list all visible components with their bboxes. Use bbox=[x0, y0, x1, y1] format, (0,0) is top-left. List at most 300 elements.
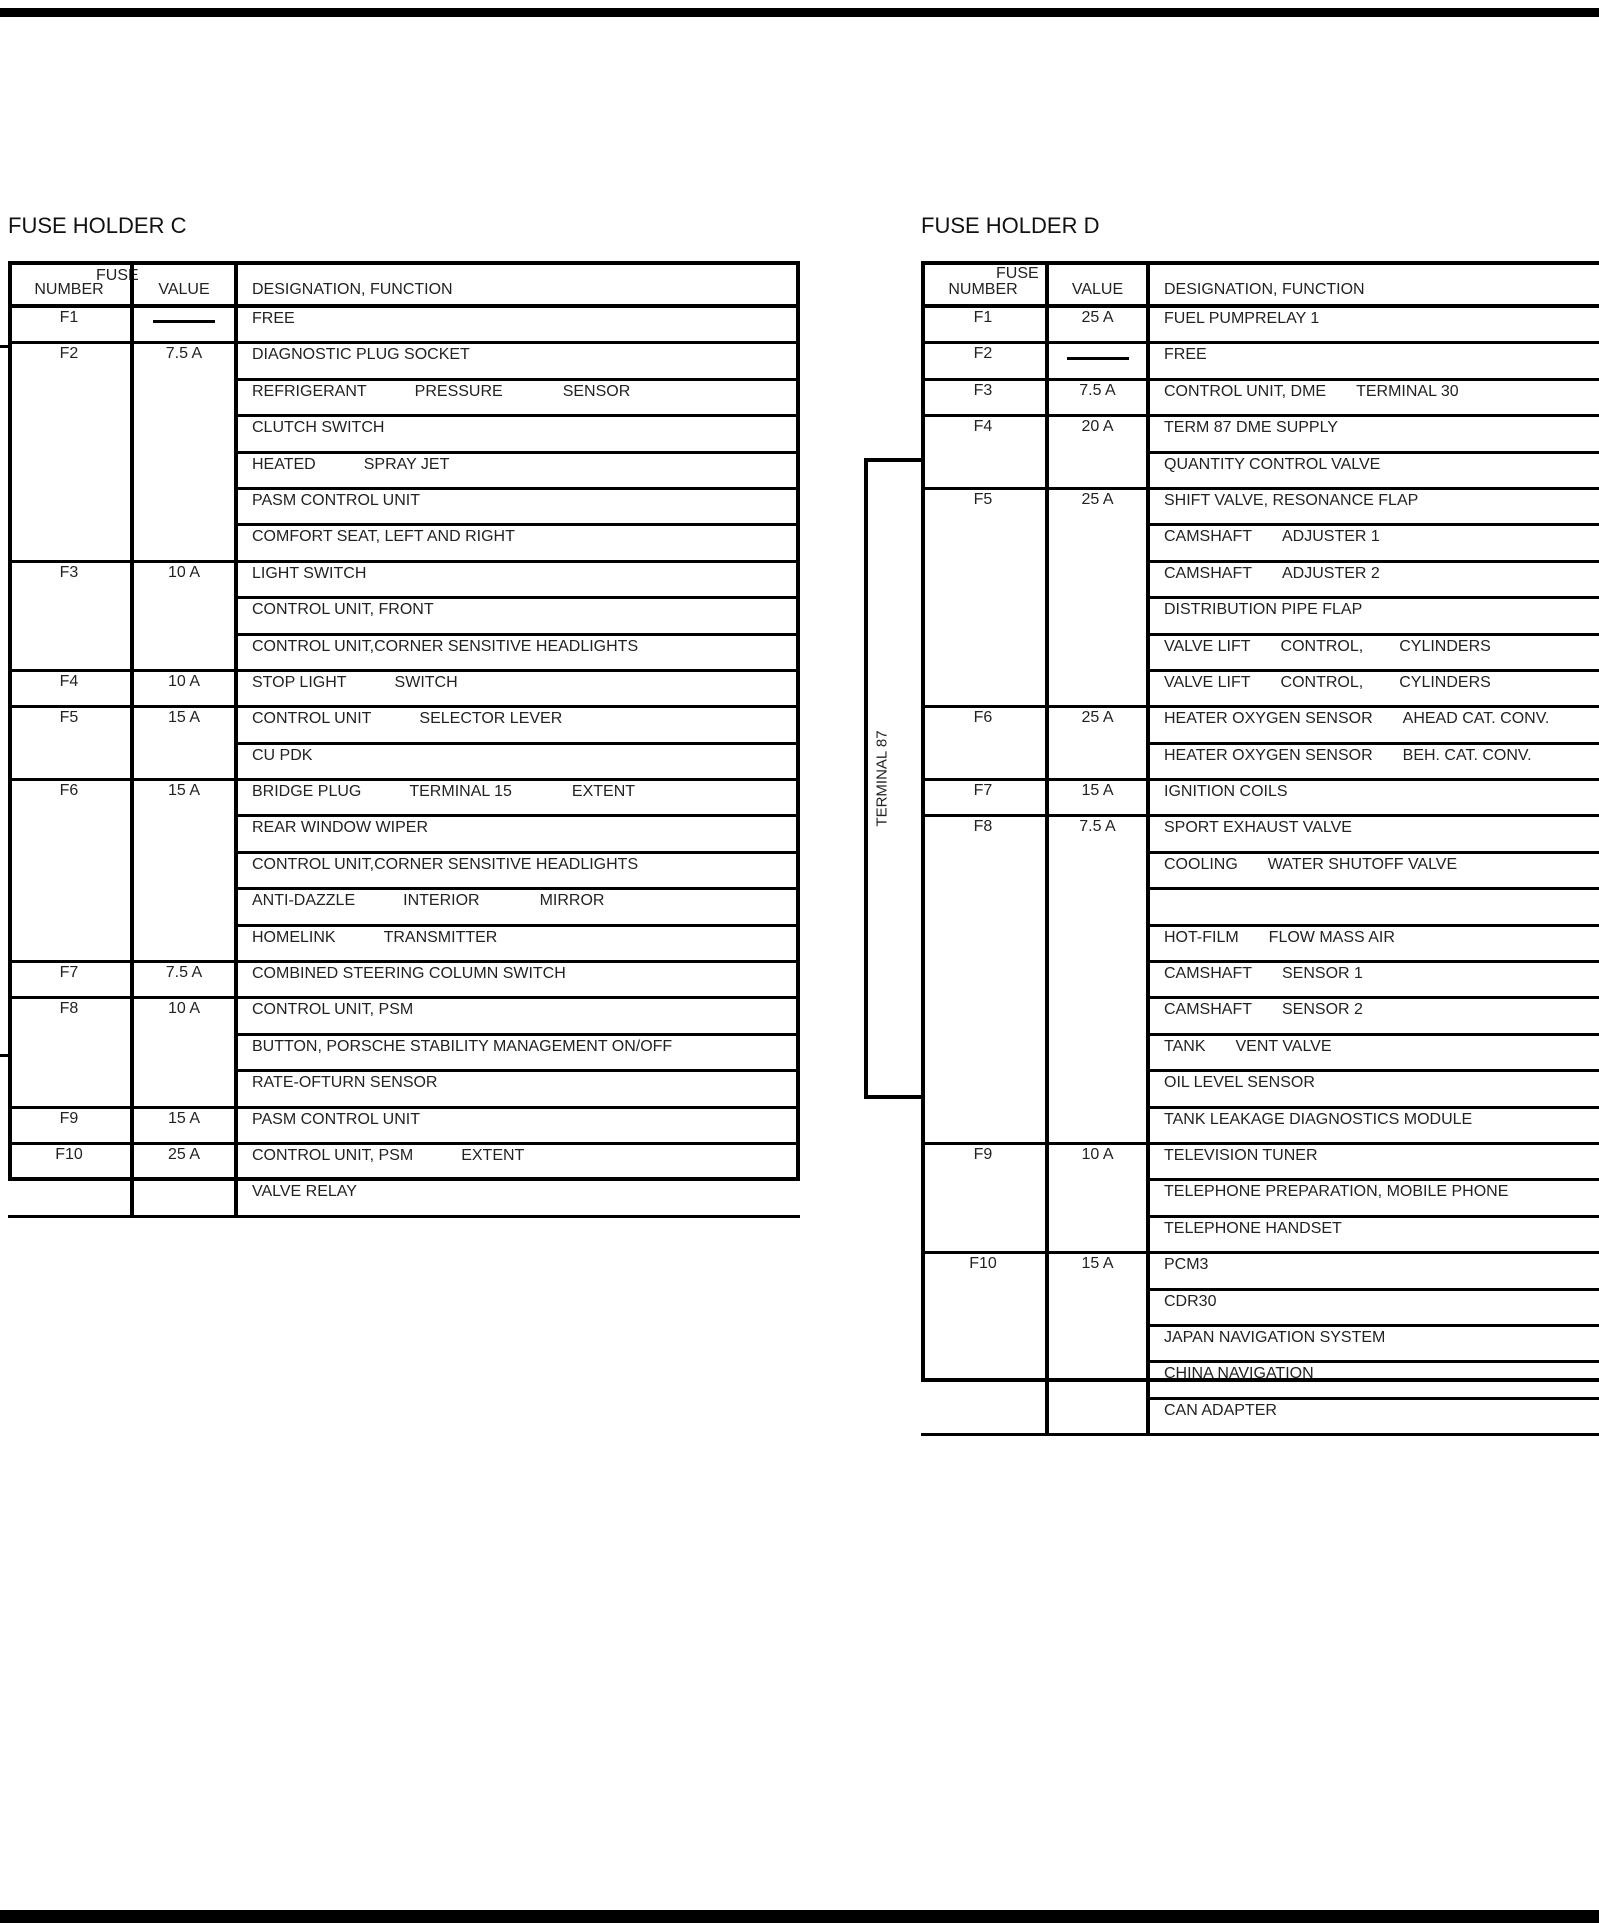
fuse-designation bbox=[236, 670, 800, 706]
fuse-number bbox=[921, 1107, 1047, 1143]
designation-segment: SENSOR 1 bbox=[1282, 965, 1363, 983]
fuse-designation bbox=[1148, 306, 1599, 343]
fuse-row bbox=[8, 1107, 800, 1143]
designation-segment: BEH. CAT. CONV. bbox=[1402, 746, 1532, 764]
fuse-number bbox=[921, 598, 1047, 634]
fuse-number bbox=[921, 670, 1047, 706]
fuse-designation bbox=[1148, 1362, 1599, 1398]
fuse-number: F6 bbox=[8, 780, 132, 816]
fuse-value bbox=[132, 816, 236, 852]
fuse-designation bbox=[1148, 925, 1599, 961]
designation-segment: STOP LIGHT bbox=[252, 673, 347, 691]
designation-segment: DIAGNOSTIC PLUG SOCKET bbox=[252, 346, 470, 364]
designation-segment: TELEVISION TUNER bbox=[1164, 1146, 1318, 1164]
fuse-number bbox=[921, 852, 1047, 888]
fuse-designation bbox=[1148, 816, 1599, 852]
designation-segment: BRIDGE PLUG bbox=[252, 783, 362, 801]
fuse-row bbox=[8, 962, 800, 998]
fuse-designation bbox=[236, 1071, 800, 1107]
fuse-number: F7 bbox=[8, 962, 132, 998]
fuse-number bbox=[921, 1071, 1047, 1107]
fuse-designation bbox=[1148, 1325, 1599, 1361]
designation-segment: TELEPHONE PREPARATION, MOBILE PHONE bbox=[1164, 1183, 1509, 1201]
fuse-value bbox=[132, 525, 236, 561]
fuse-number: F2 bbox=[921, 343, 1047, 379]
fuse-designation bbox=[236, 561, 800, 597]
fuse-designation bbox=[1148, 1107, 1599, 1143]
fuse-value bbox=[1047, 1398, 1148, 1434]
fuse-designation bbox=[236, 852, 800, 888]
fuse-row bbox=[8, 780, 800, 816]
fuse-row bbox=[921, 416, 1599, 452]
fuse-number: F9 bbox=[8, 1107, 132, 1143]
designation-segment: SPORT EXHAUST VALVE bbox=[1164, 819, 1352, 837]
designation-segment: SWITCH bbox=[394, 673, 458, 691]
fuse-designation bbox=[1148, 780, 1599, 816]
fuse-number bbox=[921, 743, 1047, 779]
fuse-value: 15 A bbox=[132, 780, 236, 816]
fuse-value: 25 A bbox=[1047, 306, 1148, 343]
designation-segment: CONTROL UNIT bbox=[252, 710, 372, 728]
fuse-row bbox=[921, 670, 1599, 706]
fuse-row bbox=[8, 743, 800, 779]
fuse-number bbox=[921, 1398, 1047, 1434]
fuse-value bbox=[1047, 1362, 1148, 1398]
fuse-value bbox=[1047, 452, 1148, 488]
designation-segment: FLOW MASS AIR bbox=[1268, 928, 1395, 946]
fuse-row bbox=[921, 1289, 1599, 1325]
fuse-number: F4 bbox=[8, 670, 132, 706]
fuse-number bbox=[8, 452, 132, 488]
designation-segment: FUEL PUMPRELAY 1 bbox=[1164, 310, 1320, 327]
fuse-value: 25 A bbox=[1047, 707, 1148, 743]
fuse-row bbox=[921, 998, 1599, 1034]
fuse-row bbox=[8, 452, 800, 488]
fuse-value: 7.5 A bbox=[132, 962, 236, 998]
designation-segment: DISTRIBUTION PIPE FLAP bbox=[1164, 601, 1363, 619]
fuse-row bbox=[921, 525, 1599, 561]
fuse-value bbox=[1047, 1289, 1148, 1325]
fuse-value: 7.5 A bbox=[1047, 816, 1148, 852]
fuse-number: F9 bbox=[921, 1143, 1047, 1179]
designation-segment: FREE bbox=[252, 310, 295, 327]
designation-segment: ANTI-DAZZLE bbox=[252, 892, 356, 910]
designation-segment: CAMSHAFT bbox=[1164, 564, 1252, 582]
fuse-value: 15 A bbox=[1047, 1253, 1148, 1289]
holder-c-left-stub-top bbox=[0, 345, 8, 348]
fuse-designation bbox=[1148, 1216, 1599, 1252]
fuse-number bbox=[8, 743, 132, 779]
designation-segment: ADJUSTER 1 bbox=[1282, 528, 1380, 546]
fuse-value: 7.5 A bbox=[1047, 379, 1148, 415]
fuse-designation bbox=[1148, 1071, 1599, 1107]
fuse-designation bbox=[1148, 670, 1599, 706]
fuse-row bbox=[8, 379, 800, 415]
fuse-designation bbox=[1148, 707, 1599, 743]
fuse-value bbox=[1047, 925, 1148, 961]
fuse-row bbox=[921, 852, 1599, 888]
fuse-number bbox=[8, 852, 132, 888]
fuse-designation bbox=[1148, 343, 1599, 379]
designation-segment: PASM CONTROL UNIT bbox=[252, 491, 421, 509]
holder-d-table bbox=[921, 261, 1599, 1436]
fuse-row bbox=[921, 1071, 1599, 1107]
fuse-row bbox=[8, 670, 800, 706]
fuse-designation bbox=[236, 925, 800, 961]
fuse-number: F5 bbox=[8, 707, 132, 743]
fuse-number bbox=[8, 379, 132, 415]
fuse-designation bbox=[1148, 598, 1599, 634]
fuse-designation bbox=[1148, 743, 1599, 779]
fuse-designation bbox=[1148, 452, 1599, 488]
designation-segment: CONTROL UNIT,CORNER SENSITIVE HEADLIGHTS bbox=[252, 855, 639, 873]
fuse-value: 10 A bbox=[132, 670, 236, 706]
fuse-value bbox=[132, 889, 236, 925]
fuse-number: F2 bbox=[8, 343, 132, 379]
fuse-row bbox=[921, 1107, 1599, 1143]
designation-segment: TRANSMITTER bbox=[383, 928, 498, 946]
fuse-value bbox=[1047, 1325, 1148, 1361]
terminal-87-label: TERMINAL 87 bbox=[873, 730, 891, 827]
fuse-designation bbox=[236, 416, 800, 452]
fuse-value-free-dash bbox=[132, 306, 236, 343]
fuse-designation bbox=[1148, 1289, 1599, 1325]
designation-segment: FREE bbox=[1164, 346, 1207, 364]
designation-segment: HEATED bbox=[252, 455, 316, 473]
fuse-number: F3 bbox=[8, 561, 132, 597]
fuse-value: 25 A bbox=[1047, 488, 1148, 524]
designation-segment: LIGHT SWITCH bbox=[252, 564, 367, 582]
designation-segment: CONTROL UNIT,CORNER SENSITIVE HEADLIGHTS bbox=[252, 637, 639, 655]
fuse-designation bbox=[236, 707, 800, 743]
fuse-number: F10 bbox=[921, 1253, 1047, 1289]
fuse-row bbox=[921, 743, 1599, 779]
fuse-number bbox=[921, 1216, 1047, 1252]
holder-d-fuse-caption: FUSE bbox=[996, 265, 1039, 282]
fuse-value: 10 A bbox=[1047, 1143, 1148, 1179]
fuse-designation bbox=[236, 488, 800, 524]
fuse-row bbox=[921, 343, 1599, 379]
fuse-designation bbox=[1148, 1180, 1599, 1216]
designation-segment: VENT VALVE bbox=[1235, 1037, 1332, 1055]
fuse-designation bbox=[1148, 852, 1599, 888]
fuse-value: 10 A bbox=[132, 998, 236, 1034]
fuse-row bbox=[8, 343, 800, 379]
designation-segment: CYLINDERS bbox=[1399, 673, 1491, 691]
header-number: NUMBER bbox=[921, 261, 1047, 306]
fuse-row bbox=[921, 925, 1599, 961]
fuse-designation bbox=[1148, 998, 1599, 1034]
fuse-row bbox=[921, 1034, 1599, 1070]
fuse-value: 10 A bbox=[132, 561, 236, 597]
fuse-value bbox=[132, 488, 236, 524]
fuse-number: F8 bbox=[8, 998, 132, 1034]
fuse-designation bbox=[1148, 379, 1599, 415]
header-value: VALUE bbox=[132, 261, 236, 306]
designation-segment: MIRROR bbox=[539, 892, 605, 910]
fuse-value bbox=[1047, 634, 1148, 670]
header-designation: DESIGNATION, FUNCTION bbox=[236, 261, 800, 306]
designation-segment: REFRIGERANT bbox=[252, 382, 367, 400]
fuse-number bbox=[921, 452, 1047, 488]
fuse-value: 7.5 A bbox=[132, 343, 236, 379]
designation-segment: TANK LEAKAGE DIAGNOSTICS MODULE bbox=[1164, 1110, 1473, 1128]
designation-segment: WATER SHUTOFF VALVE bbox=[1267, 855, 1458, 873]
fuse-row bbox=[921, 598, 1599, 634]
fuse-number: F4 bbox=[921, 416, 1047, 452]
designation-segment: HOT-FILM bbox=[1164, 928, 1239, 946]
fuse-row bbox=[8, 816, 800, 852]
designation-segment: INTERIOR bbox=[403, 892, 480, 910]
designation-segment: OIL LEVEL SENSOR bbox=[1164, 1074, 1315, 1092]
designation-segment: CAMSHAFT bbox=[1164, 1001, 1252, 1019]
fuse-designation bbox=[1148, 889, 1599, 925]
fuse-row bbox=[921, 962, 1599, 998]
fuse-row bbox=[921, 889, 1599, 925]
fuse-row bbox=[8, 561, 800, 597]
holder-c-header-row bbox=[8, 261, 800, 306]
fuse-row bbox=[8, 525, 800, 561]
fuse-value bbox=[132, 1180, 236, 1216]
designation-segment: EXTENT bbox=[461, 1146, 525, 1164]
designation-segment: CAMSHAFT bbox=[1164, 528, 1252, 546]
designation-segment: PRESSURE bbox=[414, 382, 503, 400]
fuse-row bbox=[921, 1143, 1599, 1179]
fuse-number bbox=[8, 1034, 132, 1070]
fuse-value: 20 A bbox=[1047, 416, 1148, 452]
designation-segment: CONTROL, bbox=[1280, 637, 1364, 655]
fuse-number bbox=[8, 598, 132, 634]
fuse-designation bbox=[236, 889, 800, 925]
designation-segment: CAMSHAFT bbox=[1164, 965, 1252, 983]
fuse-row bbox=[921, 1362, 1599, 1398]
fuse-number bbox=[921, 525, 1047, 561]
fuse-value bbox=[1047, 998, 1148, 1034]
fuse-designation bbox=[236, 598, 800, 634]
fuse-number: F10 bbox=[8, 1143, 132, 1179]
fuse-value: 15 A bbox=[132, 1107, 236, 1143]
designation-segment: CONTROL UNIT, PSM bbox=[252, 1001, 414, 1019]
fuse-value bbox=[132, 379, 236, 415]
fuse-row bbox=[8, 416, 800, 452]
fuse-designation bbox=[1148, 488, 1599, 524]
designation-segment: PASM CONTROL UNIT bbox=[252, 1110, 421, 1128]
fuse-value bbox=[1047, 561, 1148, 597]
fuse-row bbox=[8, 306, 800, 343]
fuse-row bbox=[8, 598, 800, 634]
designation-segment: CAN ADAPTER bbox=[1164, 1401, 1277, 1419]
fuse-number bbox=[921, 1034, 1047, 1070]
fuse-designation bbox=[236, 962, 800, 998]
designation-segment: IGNITION COILS bbox=[1164, 783, 1288, 801]
fuse-number bbox=[8, 1180, 132, 1216]
designation-segment: VALVE LIFT bbox=[1164, 637, 1251, 655]
designation-segment: COOLING bbox=[1164, 855, 1238, 873]
fuse-value bbox=[1047, 525, 1148, 561]
fuse-value bbox=[132, 925, 236, 961]
fuse-designation bbox=[1148, 962, 1599, 998]
fuse-designation bbox=[236, 816, 800, 852]
fuse-value-free-dash bbox=[1047, 343, 1148, 379]
designation-segment: CDR30 bbox=[1164, 1292, 1217, 1310]
fuse-number bbox=[8, 488, 132, 524]
free-dash bbox=[1067, 357, 1129, 360]
free-dash bbox=[153, 320, 215, 323]
fuse-row bbox=[921, 634, 1599, 670]
fuse-designation bbox=[236, 1034, 800, 1070]
fuse-designation bbox=[236, 525, 800, 561]
fuse-row bbox=[8, 488, 800, 524]
fuse-value bbox=[1047, 962, 1148, 998]
fuse-row bbox=[921, 1253, 1599, 1289]
designation-segment: HOMELINK bbox=[252, 928, 336, 946]
fuse-value: 25 A bbox=[132, 1143, 236, 1179]
fuse-row bbox=[921, 707, 1599, 743]
fuse-row bbox=[8, 852, 800, 888]
fuse-value bbox=[1047, 1107, 1148, 1143]
designation-segment: CONTROL UNIT, PSM bbox=[252, 1146, 414, 1164]
fuse-value bbox=[132, 1071, 236, 1107]
fuse-row bbox=[921, 816, 1599, 852]
fuse-row bbox=[8, 1143, 800, 1179]
fuse-number: F6 bbox=[921, 707, 1047, 743]
fuse-number bbox=[921, 1362, 1047, 1398]
designation-segment: BUTTON, PORSCHE STABILITY MANAGEMENT ON/OFF bbox=[252, 1037, 673, 1055]
fuse-designation bbox=[1148, 1034, 1599, 1070]
holder-d-title: FUSE HOLDER D bbox=[921, 213, 1100, 238]
fuse-value bbox=[1047, 670, 1148, 706]
fuse-row bbox=[921, 1180, 1599, 1216]
fuse-row bbox=[921, 379, 1599, 415]
designation-segment: SENSOR 2 bbox=[1282, 1001, 1363, 1019]
fuse-number bbox=[921, 634, 1047, 670]
fuse-value bbox=[1047, 743, 1148, 779]
fuse-number: F1 bbox=[921, 306, 1047, 343]
fuse-number: F5 bbox=[921, 488, 1047, 524]
fuse-designation bbox=[1148, 634, 1599, 670]
fuse-designation bbox=[1148, 525, 1599, 561]
fuse-row bbox=[8, 1071, 800, 1107]
fuse-number bbox=[921, 1289, 1047, 1325]
designation-segment: HEATER OXYGEN SENSOR bbox=[1164, 746, 1373, 764]
designation-segment: SHIFT VALVE, RESONANCE FLAP bbox=[1164, 491, 1419, 509]
designation-segment: SENSOR bbox=[562, 382, 631, 400]
fuse-designation bbox=[236, 743, 800, 779]
designation-segment: TERMINAL 15 bbox=[409, 783, 512, 801]
holder-c-title: FUSE HOLDER C bbox=[8, 213, 187, 238]
fuse-row bbox=[921, 1398, 1599, 1434]
fuse-value bbox=[132, 1034, 236, 1070]
header-number: NUMBER bbox=[8, 261, 132, 306]
fuse-number: F7 bbox=[921, 780, 1047, 816]
fuse-row bbox=[8, 707, 800, 743]
fuse-designation bbox=[236, 1107, 800, 1143]
designation-segment: CYLINDERS bbox=[1399, 637, 1491, 655]
fuse-value bbox=[132, 598, 236, 634]
fuse-row bbox=[921, 1325, 1599, 1361]
designation-segment: AHEAD CAT. CONV. bbox=[1402, 710, 1550, 728]
fuse-number bbox=[921, 925, 1047, 961]
fuse-value bbox=[1047, 1034, 1148, 1070]
designation-segment: COMBINED STEERING COLUMN SWITCH bbox=[252, 965, 566, 983]
fuse-value: 15 A bbox=[1047, 780, 1148, 816]
fuse-designation bbox=[236, 452, 800, 488]
fuse-row bbox=[8, 998, 800, 1034]
fuse-designation bbox=[236, 306, 800, 343]
fuse-value bbox=[1047, 1071, 1148, 1107]
designation-segment: CONTROL UNIT, DME bbox=[1164, 382, 1327, 400]
designation-segment: RATE-OFTURN SENSOR bbox=[252, 1074, 438, 1092]
designation-segment: VALVE LIFT bbox=[1164, 673, 1251, 691]
designation-segment: SPRAY JET bbox=[363, 455, 450, 473]
designation-segment: EXTENT bbox=[571, 783, 636, 801]
fuse-number: F1 bbox=[8, 306, 132, 343]
designation-segment: ADJUSTER 2 bbox=[1282, 564, 1380, 582]
fuse-value: 15 A bbox=[132, 707, 236, 743]
fuse-row bbox=[8, 634, 800, 670]
fuse-designation bbox=[1148, 561, 1599, 597]
fuse-row bbox=[8, 925, 800, 961]
holder-c-fuse-caption: FUSE bbox=[96, 267, 139, 284]
designation-segment: TERMINAL 30 bbox=[1356, 382, 1459, 400]
designation-segment: TERM 87 DME SUPPLY bbox=[1164, 419, 1338, 437]
designation-segment: PCM3 bbox=[1164, 1256, 1209, 1274]
fuse-number bbox=[8, 525, 132, 561]
fuse-number bbox=[921, 1180, 1047, 1216]
fuse-number bbox=[921, 1325, 1047, 1361]
page-border-top bbox=[0, 8, 1599, 17]
header-designation: DESIGNATION, FUNCTION bbox=[1148, 261, 1599, 306]
fuse-value bbox=[1047, 889, 1148, 925]
fuse-designation bbox=[1148, 1398, 1599, 1434]
designation-segment: HEATER OXYGEN SENSOR bbox=[1164, 710, 1373, 728]
fuse-number bbox=[921, 561, 1047, 597]
designation-segment: SELECTOR LEVER bbox=[419, 710, 563, 728]
holder-c-table bbox=[8, 261, 800, 1218]
designation-segment: CONTROL UNIT, FRONT bbox=[252, 601, 434, 619]
fuse-designation bbox=[236, 379, 800, 415]
fuse-row bbox=[921, 1216, 1599, 1252]
fuse-number: F3 bbox=[921, 379, 1047, 415]
fuse-value bbox=[132, 452, 236, 488]
designation-segment: CLUTCH SWITCH bbox=[252, 419, 385, 437]
fuse-designation bbox=[236, 343, 800, 379]
fuse-number bbox=[8, 634, 132, 670]
fuse-value bbox=[132, 743, 236, 779]
designation-segment: CHINA NAVIGATION bbox=[1164, 1365, 1314, 1383]
designation-segment: VALVE RELAY bbox=[252, 1183, 357, 1201]
designation-segment: TANK bbox=[1164, 1037, 1206, 1055]
fuse-designation bbox=[1148, 1253, 1599, 1289]
fuse-value bbox=[1047, 1180, 1148, 1216]
fuse-value bbox=[132, 634, 236, 670]
fuse-row bbox=[8, 1180, 800, 1216]
fuse-designation bbox=[236, 1180, 800, 1216]
fuse-number bbox=[8, 925, 132, 961]
fuse-number bbox=[8, 416, 132, 452]
holder-d-header-row bbox=[921, 261, 1599, 306]
fuse-row bbox=[921, 306, 1599, 343]
fuse-number bbox=[921, 998, 1047, 1034]
fuse-designation bbox=[236, 634, 800, 670]
fuse-value bbox=[132, 852, 236, 888]
designation-segment: QUANTITY CONTROL VALVE bbox=[1164, 455, 1381, 473]
fuse-value bbox=[1047, 598, 1148, 634]
page-border-bottom bbox=[0, 1910, 1599, 1923]
fuse-row bbox=[921, 561, 1599, 597]
fuse-number bbox=[921, 962, 1047, 998]
fuse-designation bbox=[1148, 416, 1599, 452]
